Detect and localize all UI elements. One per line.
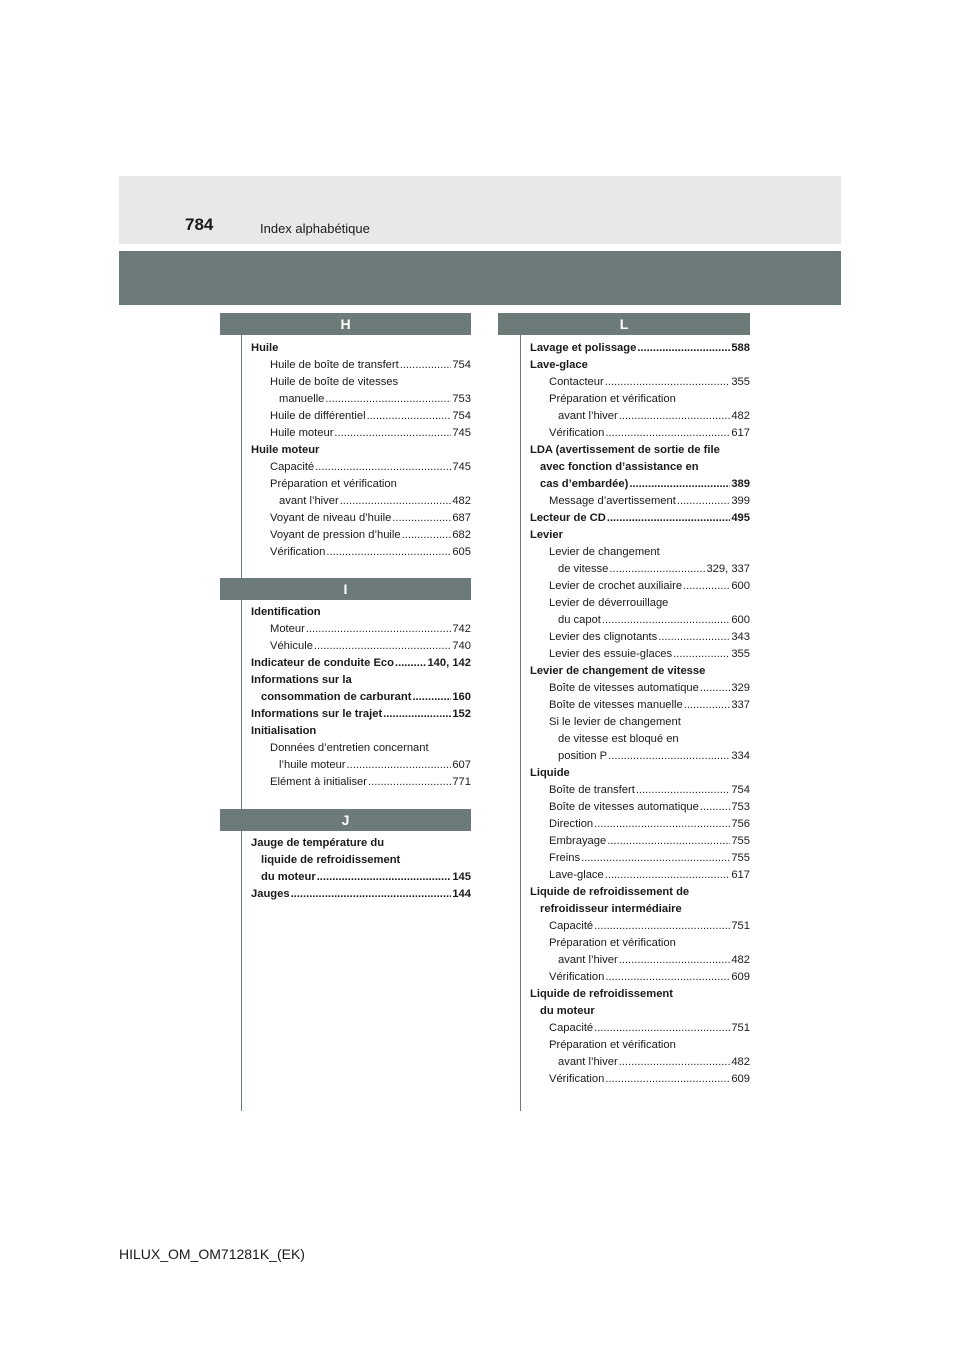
- index-entry: Jauge de température du: [251, 837, 385, 849]
- index-entry: Jauges ..... 144: [251, 886, 471, 903]
- index-entry: Elément à initialiser ..... 771: [251, 774, 471, 791]
- index-entry: Capacité ..... 745: [251, 459, 471, 476]
- index-entry: avec fonction d’assistance en: [540, 461, 699, 473]
- index-entry: cas d’embardée) ..... 389: [530, 476, 750, 493]
- index-entry: Informations sur le trajet ..... 152: [251, 706, 471, 723]
- index-entry: avant l’hiver ..... 482: [530, 1054, 750, 1071]
- index-entry: Lave-glace ..... 617: [530, 867, 750, 884]
- index-entry: position P ..... 334: [530, 748, 750, 765]
- index-entry: Boîte de vitesses automatique ..... 329: [530, 680, 750, 697]
- index-entry: Vérification ..... 609: [530, 1071, 750, 1088]
- index-entry: Données d’entretien concernant: [270, 742, 429, 754]
- index-entry: Moteur ..... 742: [251, 621, 471, 638]
- index-entry: du capot ..... 600: [530, 612, 750, 629]
- index-entry: Liquide de refroidissement: [530, 988, 673, 1000]
- index-entry: Levier de changement: [549, 546, 660, 558]
- section-letter-j: J: [220, 809, 471, 831]
- index-entry: de vitesse est bloqué en: [558, 733, 679, 745]
- index-entry: avant l’hiver ..... 482: [251, 493, 471, 510]
- index-entry: Informations sur la: [251, 674, 352, 686]
- index-entry: Préparation et vérification: [549, 937, 676, 949]
- index-entry: Levier de changement de vitesse: [530, 665, 706, 677]
- document-code-footer: HILUX_OM_OM71281K_(EK): [119, 1246, 305, 1262]
- right-column-rule: [520, 313, 521, 1111]
- index-entry: Freins ..... 755: [530, 850, 750, 867]
- index-entry: Boîte de vitesses manuelle ..... 337: [530, 697, 750, 714]
- header-top-band: [119, 176, 841, 244]
- section-letter-h: H: [220, 313, 471, 335]
- index-list-h: [251, 340, 471, 561]
- index-entry: Lave-glace: [530, 359, 588, 371]
- index-entry: l’huile moteur ..... 607: [251, 757, 471, 774]
- index-entry: Préparation et vérification: [549, 393, 676, 405]
- index-entry: Identification: [251, 606, 321, 618]
- index-entry: Vérification ..... 609: [530, 969, 750, 986]
- section-letter-i: I: [220, 578, 471, 600]
- index-entry: Embrayage ..... 755: [530, 833, 750, 850]
- index-entry: Vérification ..... 617: [530, 425, 750, 442]
- page-number: 784: [185, 215, 214, 234]
- index-entry: Levier: [530, 529, 563, 541]
- index-entry: de vitesse ..... 329, 337: [530, 561, 750, 578]
- left-column-rule: [241, 313, 242, 1111]
- section-title: Index alphabétique: [260, 221, 370, 236]
- index-entry: LDA (avertissement de sortie de file: [530, 444, 720, 456]
- index-entry: Levier des clignotants ..... 343: [530, 629, 750, 646]
- index-entry: Si le levier de changement: [549, 716, 681, 728]
- index-entry: Préparation et vérification: [549, 1039, 676, 1051]
- index-entry: Huile moteur: [251, 444, 320, 456]
- index-list-l: [530, 340, 750, 1088]
- index-entry: du moteur ..... 145: [251, 869, 471, 886]
- index-entry: Lecteur de CD ..... 495: [530, 510, 750, 527]
- index-entry: Contacteur ..... 355: [530, 374, 750, 391]
- index-list-i: [251, 604, 471, 791]
- index-entry: refroidisseur intermédiaire: [540, 903, 682, 915]
- index-entry: Liquide de refroidissement de: [530, 886, 690, 898]
- index-entry: Huile moteur ..... 745: [251, 425, 471, 442]
- index-entry: Préparation et vérification: [270, 478, 397, 490]
- index-entry: Huile de boîte de vitesses: [270, 376, 399, 388]
- index-entry: Message d’avertissement ..... 399: [530, 493, 750, 510]
- index-entry: liquide de refroidissement: [261, 854, 401, 866]
- index-entry: avant l’hiver ..... 482: [530, 952, 750, 969]
- index-entry: Levier de déverrouillage: [549, 597, 669, 609]
- index-entry: du moteur: [540, 1005, 595, 1017]
- index-entry: Voyant de pression d’huile ..... 682: [251, 527, 471, 544]
- index-entry: Indicateur de conduite Eco ..... 140, 142: [251, 655, 471, 672]
- index-entry: Lavage et polissage ..... 588: [530, 340, 750, 357]
- index-entry: consommation de carburant ..... 160: [251, 689, 471, 706]
- index-entry: Vérification ..... 605: [251, 544, 471, 561]
- index-entry: Levier de crochet auxiliaire ..... 600: [530, 578, 750, 595]
- index-entry: avant l’hiver ..... 482: [530, 408, 750, 425]
- index-entry: Liquide: [530, 767, 570, 779]
- index-list-j: [251, 835, 471, 903]
- index-entry: Huile de différentiel ..... 754: [251, 408, 471, 425]
- index-entry: Huile de boîte de transfert ..... 754: [251, 357, 471, 374]
- index-entry: Capacité ..... 751: [530, 918, 750, 935]
- index-entry: Huile: [251, 342, 279, 354]
- index-entry: manuelle ..... 753: [251, 391, 471, 408]
- index-entry: Voyant de niveau d’huile ..... 687: [251, 510, 471, 527]
- index-entry: Levier des essuie-glaces ..... 355: [530, 646, 750, 663]
- section-letter-l: L: [498, 313, 750, 335]
- index-entry: Initialisation: [251, 725, 317, 737]
- index-entry: Véhicule ..... 740: [251, 638, 471, 655]
- index-entry: Capacité ..... 751: [530, 1020, 750, 1037]
- index-entry: Boîte de transfert ..... 754: [530, 782, 750, 799]
- index-entry: Boîte de vitesses automatique ..... 753: [530, 799, 750, 816]
- index-entry: Direction ..... 756: [530, 816, 750, 833]
- header-band: [119, 251, 841, 305]
